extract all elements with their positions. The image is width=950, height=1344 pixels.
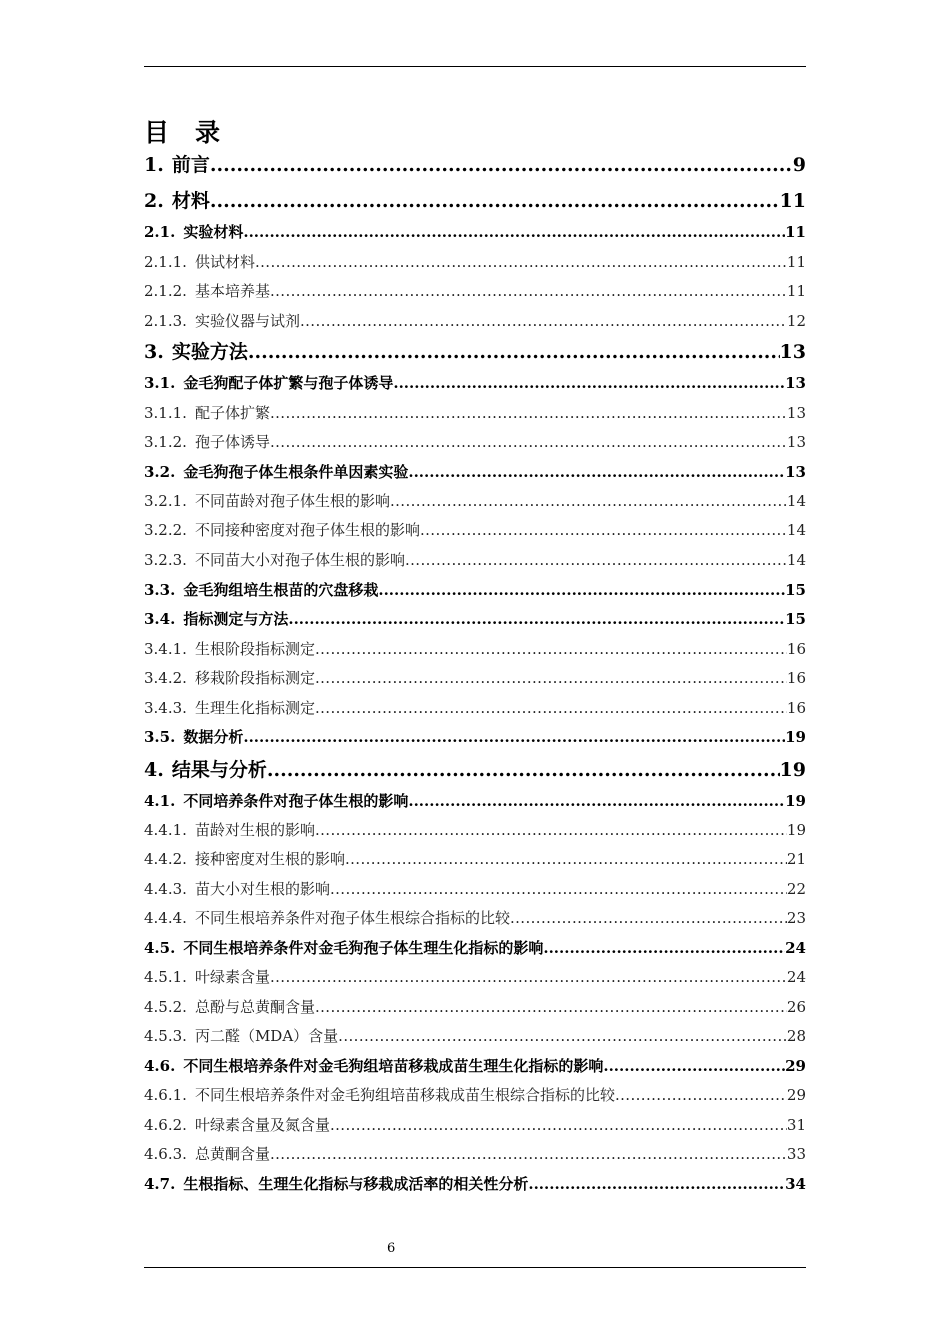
toc-entry-page: 19 bbox=[785, 792, 806, 810]
toc-leader-dots bbox=[603, 1053, 785, 1079]
toc-entry[interactable] bbox=[144, 695, 806, 721]
toc-leader-dots bbox=[300, 308, 787, 334]
toc-leader-dots bbox=[543, 935, 785, 961]
toc-entry-page: 22 bbox=[786, 880, 806, 898]
toc-leader-dots bbox=[510, 905, 787, 931]
toc-entry-title: 苗龄对生根的影响 bbox=[194, 821, 315, 839]
toc-leader-dots bbox=[393, 370, 785, 396]
toc-leader-dots bbox=[528, 1171, 785, 1197]
toc-entry[interactable] bbox=[144, 606, 806, 632]
toc-leader-dots bbox=[405, 547, 787, 573]
toc-entry-title: 不同接种密度对孢子体生根的影响 bbox=[194, 521, 420, 539]
toc-entry-number: 2.1.1. bbox=[144, 253, 187, 271]
toc-entry-title: 金毛狗配子体扩繁与孢子体诱导 bbox=[183, 374, 394, 392]
toc-entry-title: 不同生根培养条件对金毛狗组培苗移栽成苗生理生化指标的影响 bbox=[183, 1057, 604, 1075]
toc-entry-page: 13 bbox=[779, 341, 806, 363]
toc-leader-dots bbox=[330, 1112, 787, 1138]
toc-entry-title: 实验方法 bbox=[171, 341, 248, 363]
toc-entry-page: 15 bbox=[785, 610, 806, 628]
toc-leader-dots bbox=[243, 724, 785, 750]
toc-leader-dots bbox=[315, 695, 787, 721]
toc-entry-number: 3.3. bbox=[144, 581, 176, 599]
toc-entry-page: 12 bbox=[786, 312, 806, 330]
toc-entry[interactable] bbox=[144, 755, 806, 785]
toc-entry-page: 24 bbox=[786, 968, 806, 986]
toc-entry-number: 2.1.2. bbox=[144, 282, 187, 300]
toc-entry-page: 9 bbox=[792, 154, 806, 176]
toc-entry-page: 26 bbox=[786, 998, 806, 1016]
toc-entry-page: 13 bbox=[786, 404, 806, 422]
footer-rule bbox=[144, 1267, 806, 1268]
toc-entry[interactable] bbox=[144, 249, 806, 275]
toc-entry-number: 3.1.2. bbox=[144, 433, 187, 451]
toc-leader-dots bbox=[345, 846, 787, 872]
toc-entry[interactable] bbox=[144, 370, 806, 396]
toc-entry-title: 生根指标、生理生化指标与移栽成活率的相关性分析 bbox=[183, 1175, 529, 1193]
toc-entry-page: 23 bbox=[786, 909, 806, 927]
toc-entry-number: 3.2.2. bbox=[144, 521, 187, 539]
toc-entry-number: 4.7. bbox=[144, 1175, 176, 1193]
toc-entry-page: 33 bbox=[786, 1145, 806, 1163]
toc-entry-page: 34 bbox=[785, 1175, 806, 1193]
toc-entry-title: 叶绿素含量及氮含量 bbox=[194, 1116, 330, 1134]
toc-title: 目录 bbox=[144, 118, 247, 147]
toc-entry[interactable] bbox=[144, 150, 806, 180]
toc-entry[interactable] bbox=[144, 577, 806, 603]
toc-entry[interactable] bbox=[144, 846, 806, 872]
toc-entry-number: 4.6.1. bbox=[144, 1086, 187, 1104]
toc-entry-page: 19 bbox=[779, 759, 806, 781]
toc-entry-number: 4.5. bbox=[144, 939, 176, 957]
toc-entry-page: 13 bbox=[785, 463, 806, 481]
toc-entry[interactable] bbox=[144, 1141, 806, 1167]
toc-leader-dots bbox=[408, 459, 785, 485]
toc-entry-number: 3.4. bbox=[144, 610, 176, 628]
toc-entry[interactable] bbox=[144, 876, 806, 902]
toc-entry-title: 不同培养条件对孢子体生根的影响 bbox=[183, 792, 409, 810]
toc-entry[interactable] bbox=[144, 1171, 806, 1197]
toc-entry-number: 4. bbox=[144, 759, 164, 781]
toc-leader-dots bbox=[338, 1023, 787, 1049]
toc-entry[interactable] bbox=[144, 935, 806, 961]
toc-entry-page: 21 bbox=[786, 850, 806, 868]
toc-leader-dots bbox=[270, 1141, 787, 1167]
toc-leader-dots bbox=[390, 488, 787, 514]
toc-entry-page: 14 bbox=[786, 551, 806, 569]
toc-entry-number: 4.6.3. bbox=[144, 1145, 187, 1163]
toc-entry-number: 3.2. bbox=[144, 463, 176, 481]
toc-entry[interactable] bbox=[144, 964, 806, 990]
toc-entry-title: 前言 bbox=[171, 154, 210, 176]
toc-entry-number: 2. bbox=[144, 190, 164, 212]
toc-entry-number: 4.5.2. bbox=[144, 998, 187, 1016]
toc-entry-number: 3.4.3. bbox=[144, 699, 187, 717]
toc-leader-dots bbox=[378, 577, 785, 603]
toc-entry-page: 28 bbox=[786, 1027, 806, 1045]
toc-entry-page: 11 bbox=[786, 253, 806, 271]
toc-entry[interactable] bbox=[144, 186, 806, 216]
toc-leader-dots bbox=[315, 817, 787, 843]
toc-entry-page: 14 bbox=[786, 492, 806, 510]
toc-entry-number: 3.5. bbox=[144, 728, 176, 746]
toc-entry-number: 4.4.2. bbox=[144, 850, 187, 868]
toc-entry[interactable] bbox=[144, 429, 806, 455]
toc-entry[interactable] bbox=[144, 1023, 806, 1049]
toc-entry-title: 基本培养基 bbox=[194, 282, 270, 300]
toc-entry-page: 13 bbox=[785, 374, 806, 392]
toc-entry-number: 3.4.1. bbox=[144, 640, 187, 658]
toc-entry[interactable] bbox=[144, 1112, 806, 1138]
toc-entry-number: 2.1. bbox=[144, 223, 176, 241]
toc-entry-page: 19 bbox=[785, 728, 806, 746]
toc-entry-title: 不同苗大小对孢子体生根的影响 bbox=[194, 551, 405, 569]
toc-leader-dots bbox=[330, 876, 787, 902]
toc-leader-dots bbox=[408, 788, 785, 814]
toc-leader-dots bbox=[248, 337, 780, 367]
toc-entry-title: 实验仪器与试剂 bbox=[194, 312, 300, 330]
toc-entry-title: 丙二醛（MDA）含量 bbox=[194, 1027, 339, 1045]
toc-entry-number: 3.2.3. bbox=[144, 551, 187, 569]
toc-entry[interactable] bbox=[144, 1053, 806, 1079]
toc-leader-dots bbox=[210, 150, 793, 180]
page-number: 6 bbox=[387, 1241, 396, 1256]
toc-leader-dots bbox=[615, 1082, 787, 1108]
toc-entry-title: 金毛狗组培生根苗的穴盘移栽 bbox=[183, 581, 379, 599]
toc-entry-page: 13 bbox=[786, 433, 806, 451]
toc-entry[interactable] bbox=[144, 547, 806, 573]
toc-entry-number: 4.4.1. bbox=[144, 821, 187, 839]
toc-entry-title: 苗大小对生根的影响 bbox=[194, 880, 330, 898]
toc-leader-dots bbox=[315, 636, 787, 662]
toc-entry-number: 4.6. bbox=[144, 1057, 176, 1075]
toc-entry[interactable] bbox=[144, 337, 806, 367]
toc-entry-number: 4.4.4. bbox=[144, 909, 187, 927]
toc-entry-number: 3.1. bbox=[144, 374, 176, 392]
toc-leader-dots bbox=[267, 755, 780, 785]
toc-entry-title: 接种密度对生根的影响 bbox=[194, 850, 345, 868]
toc-entry[interactable] bbox=[144, 488, 806, 514]
header-rule bbox=[144, 66, 806, 67]
toc-entry-number: 4.5.1. bbox=[144, 968, 187, 986]
toc-leader-dots bbox=[270, 400, 787, 426]
toc-entry-title: 数据分析 bbox=[183, 728, 244, 746]
toc-entry-number: 3.2.1. bbox=[144, 492, 187, 510]
toc-entry-page: 14 bbox=[786, 521, 806, 539]
toc-entry-title: 指标测定与方法 bbox=[183, 610, 289, 628]
toc-entry[interactable] bbox=[144, 788, 806, 814]
toc-entry[interactable] bbox=[144, 308, 806, 334]
toc-entry-page: 11 bbox=[779, 190, 806, 212]
toc-entry-number: 4.6.2. bbox=[144, 1116, 187, 1134]
toc-entry-page: 16 bbox=[786, 669, 806, 687]
toc-entry-title: 结果与分析 bbox=[171, 759, 267, 781]
toc-entry-title: 孢子体诱导 bbox=[194, 433, 270, 451]
toc-entry-page: 16 bbox=[786, 640, 806, 658]
toc-entry-number: 3.4.2. bbox=[144, 669, 187, 687]
toc-entry-title: 不同生根培养条件对金毛狗组培苗移栽成苗生根综合指标的比较 bbox=[194, 1086, 615, 1104]
toc-entry[interactable] bbox=[144, 219, 806, 245]
toc-leader-dots bbox=[255, 249, 787, 275]
toc-entry-page: 31 bbox=[786, 1116, 806, 1134]
toc-entry[interactable] bbox=[144, 905, 806, 931]
toc-entry[interactable] bbox=[144, 994, 806, 1020]
toc-entry-number: 4.1. bbox=[144, 792, 176, 810]
toc-entry-number: 1. bbox=[144, 154, 164, 176]
toc-entry-number: 4.4.3. bbox=[144, 880, 187, 898]
toc-entry-title: 移栽阶段指标测定 bbox=[194, 669, 315, 687]
toc-entry-number: 3.1.1. bbox=[144, 404, 187, 422]
toc-leader-dots bbox=[288, 606, 785, 632]
toc-leader-dots bbox=[243, 219, 785, 245]
toc-entry-title: 不同苗龄对孢子体生根的影响 bbox=[194, 492, 390, 510]
toc-leader-dots bbox=[315, 665, 787, 691]
toc-entry-title: 供试材料 bbox=[194, 253, 255, 271]
toc-entry-title: 实验材料 bbox=[183, 223, 244, 241]
toc-leader-dots bbox=[270, 278, 787, 304]
toc-entry[interactable] bbox=[144, 517, 806, 543]
toc-entry-title: 不同生根培养条件对金毛狗孢子体生理生化指标的影响 bbox=[183, 939, 544, 957]
toc-entry-title: 材料 bbox=[171, 190, 210, 212]
toc-entry-title: 配子体扩繁 bbox=[194, 404, 270, 422]
toc-entry-page: 29 bbox=[785, 1057, 806, 1075]
toc-entry[interactable] bbox=[144, 636, 806, 662]
toc-entry-page: 11 bbox=[786, 282, 806, 300]
toc-entry-page: 15 bbox=[785, 581, 806, 599]
toc-entry-title: 总酚与总黄酮含量 bbox=[194, 998, 315, 1016]
toc-entry-page: 29 bbox=[786, 1086, 806, 1104]
toc-entry-title: 生理生化指标测定 bbox=[194, 699, 315, 717]
toc-entry-title: 金毛狗孢子体生根条件单因素实验 bbox=[183, 463, 409, 481]
toc-entry-page: 24 bbox=[785, 939, 806, 957]
toc-entry-title: 不同生根培养条件对孢子体生根综合指标的比较 bbox=[194, 909, 510, 927]
toc-leader-dots bbox=[270, 429, 787, 455]
toc-entry-title: 叶绿素含量 bbox=[194, 968, 270, 986]
toc-entry-number: 3. bbox=[144, 341, 164, 363]
toc-entry-title: 生根阶段指标测定 bbox=[194, 640, 315, 658]
toc-entry[interactable] bbox=[144, 459, 806, 485]
toc-entry[interactable] bbox=[144, 278, 806, 304]
toc-leader-dots bbox=[420, 517, 787, 543]
toc-entry[interactable] bbox=[144, 665, 806, 691]
toc-entry[interactable] bbox=[144, 1082, 806, 1108]
toc-entry[interactable] bbox=[144, 724, 806, 750]
toc-entry-number: 2.1.3. bbox=[144, 312, 187, 330]
toc-leader-dots bbox=[270, 964, 787, 990]
toc-entry-page: 16 bbox=[786, 699, 806, 717]
toc-entry-page: 19 bbox=[786, 821, 806, 839]
toc-entry-page: 11 bbox=[785, 223, 806, 241]
toc-entry[interactable] bbox=[144, 400, 806, 426]
toc-leader-dots bbox=[315, 994, 787, 1020]
toc-entry-number: 4.5.3. bbox=[144, 1027, 187, 1045]
toc-entry-title: 总黄酮含量 bbox=[194, 1145, 270, 1163]
toc-leader-dots bbox=[210, 186, 780, 216]
toc-entry[interactable] bbox=[144, 817, 806, 843]
